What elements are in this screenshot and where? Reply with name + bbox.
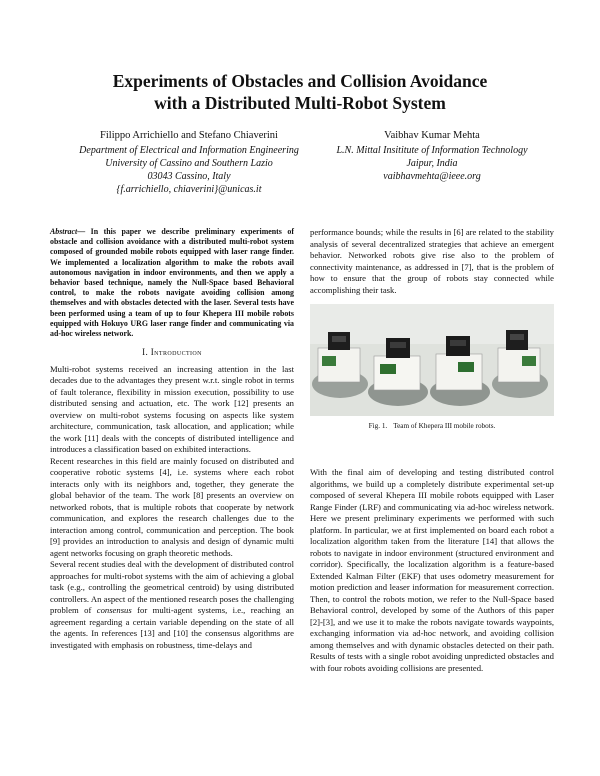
author-affiliation: L.N. Mittal Insititute of Information Technology xyxy=(336,145,528,156)
figure-caption xyxy=(310,422,554,431)
author-affiliation: Department of Electrical and Information Engineering xyxy=(79,145,299,156)
robots-illustration xyxy=(310,304,554,416)
paper-title xyxy=(40,70,560,114)
emphasis-text: consensus xyxy=(96,605,132,616)
abstract-label: Abstract xyxy=(50,227,78,236)
paragraph-text: for multi-agent systems, i.e., reaching an agreement regarding a certain variable depending on the state of all the agents. In references [13] and [10] the consensus algorithms are investigated with emphasis on robustness, time-delays and xyxy=(50,605,294,650)
figure-robots-photo xyxy=(310,304,554,416)
author-name: Filippo Arrichiello and Stefano Chiaverini xyxy=(100,130,278,141)
figure-label: Fig. 1. xyxy=(368,422,388,430)
title-line-2: with a Distributed Multi-Robot System xyxy=(154,93,446,113)
paragraph: performance bounds; while the results in [6] are related to the stability analysis of several decentralized strategies that achieve an emergent behavior. Networked robots give rise also to the problem of connectivity maintenance, as addressed in [7], that is the problem of how to ensure that the group of robots stay connected while accomplishing their task. xyxy=(310,227,554,295)
author-address: 03043 Cassino, Italy xyxy=(147,171,231,182)
author-name: Vaibhav Kumar Mehta xyxy=(384,130,480,141)
abstract-text: — In this paper we describe preliminary experiments of obstacle and collision avoidance with a distributed multi-robot system composed of grounded mobile robots equipped with laser range finder. We implemented a localization algorithm to make the robots avail autonomous navigation in indoor environments, and then we apply a behavior based technique, namely the Null-Space based Behavioral control, to make the robots navigate avoiding collision among themselves and with obstacles detected with the laser. Several tests have been performed using a team of up to four Khepera III mobile robots equipped with Hokuyo URG laser range finder and communicating via ad-hoc wireless network. xyxy=(50,227,294,339)
section-heading: I. Introduction xyxy=(142,347,202,358)
paragraph: With the final aim of developing and testing distributed control algorithms, we build up a completely distribute experimental set-up composed of several Khepera III mobile robots equipped with Laser Range Finder (LRF) and communicating via ad-hoc wireless network. Here we present preliminary experiments we performed with such platform. In particular, we at first implemented on board each robot a localization algorithm taken from the literature [14] that allows the robots to navigate in indoor environment (structured environment and corridor). Specifically, the localization algorithm is a feature-based Extended Kalman Filter (EKF) that uses odometry measurement for motion prediction and leaser information for measurement correction. Then, to control the robots motion, we refer to the Null-Space based Behavioral control, developed by some of the Authors of this paper [2]-[3], and we use it to make the robots navigate towards waypoints, exchanging information via ad-hoc network, and avoiding collision among themselves and with dynamic obstacles detected on their path. Results of tests with a single robot avoiding unpredicted obstacles and with four robots avoiding collisions are presented. xyxy=(310,467,554,673)
paragraph: Recent researches in this field are mainly focused on distributed and cooperative robotic systems [4], i.e. systems where each robot interacts only with its neighbors and, together, they generate the global behavior of the team. The work [8] presents an overview on networked robots, that is multiple robots that cooperate by network communication, and explores the research challenges due to the interaction among control, communication and perception. The book [9] provides an introduction to analysis and design of dynamic multi agent networks focusing on graph theoretic methods. xyxy=(50,455,294,558)
author-block-2 xyxy=(318,129,546,183)
title-line-1: Experiments of Obstacles and Collision Avoidance xyxy=(112,71,488,91)
author-block-1 xyxy=(55,129,323,196)
left-column xyxy=(50,227,294,651)
author-email: {f.arrichiello, chiaverini}@unicas.it xyxy=(116,184,262,195)
author-email: vaibhavmehta@ieee.org xyxy=(383,171,481,182)
right-column xyxy=(310,227,554,674)
paragraph: Multi-robot systems received an increasing attention in the last decades due to the advantages they present w.r.t. single robot in terms of fault tolerance, flexibility in mission execution, possibility to use distributed sensing and actuation, etc. The work [12] presents an overview on multi-robot systems focusing on aspects like system architecture, communication, task allocation, and application; while the work [11] deals with the concepts of distributed intelligence and introduces a classification based on exhibited interactions. xyxy=(50,363,294,455)
paragraph xyxy=(50,559,294,651)
paragraph-text: Several recent studies deal with the development of distributed control approaches for multi-robot systems with the aim of achieving a global task (e.g., controlling the geometrical centroid) by using distributed controllers. An aspect of the mentioned research poses the challenging problem of xyxy=(50,559,294,616)
abstract xyxy=(50,227,294,339)
author-affiliation: University of Cassino and Southern Lazio xyxy=(105,158,273,169)
figure-caption-text: Team of Khepera III mobile robots. xyxy=(393,422,496,430)
author-address: Jaipur, India xyxy=(406,158,458,169)
